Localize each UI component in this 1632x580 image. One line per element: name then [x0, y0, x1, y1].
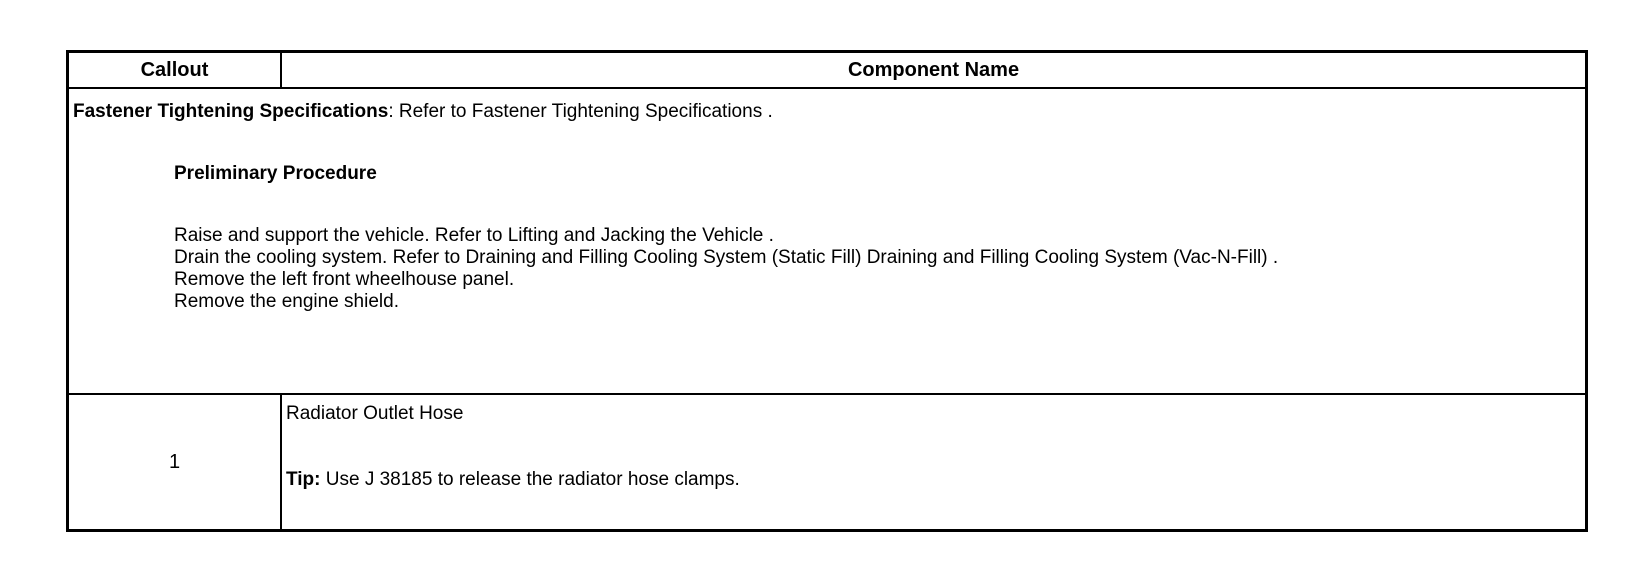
component-name-header: Component Name: [281, 52, 1587, 89]
specs-cell: [68, 88, 1587, 394]
tip-text: Use J 38185 to release the radiator hose clamps.: [320, 469, 740, 490]
component-cell: [281, 394, 1587, 531]
fastener-specs-label: Fastener Tightening Specifications: [73, 101, 389, 122]
component-table: [66, 50, 1588, 532]
preliminary-step: Remove the left front wheelhouse panel.: [174, 269, 515, 290]
table-header-row: [68, 52, 1587, 89]
component-name: Radiator Outlet Hose: [286, 403, 464, 424]
preliminary-step: Remove the engine shield.: [174, 291, 399, 312]
component-tip: [286, 469, 740, 491]
preliminary-row: [68, 88, 1587, 394]
preliminary-procedure-title: Preliminary Procedure: [174, 163, 377, 184]
table-row: [68, 394, 1587, 531]
fastener-specs-text: : Refer to Fastener Tightening Specifications .: [388, 101, 773, 122]
fastener-specs-line: [73, 101, 773, 123]
tip-label: Tip:: [286, 469, 321, 490]
preliminary-step: Raise and support the vehicle. Refer to Lifting and Jacking the Vehicle .: [174, 225, 774, 246]
callout-header: Callout: [68, 52, 282, 89]
preliminary-steps: [174, 225, 1563, 313]
callout-number: 1: [68, 394, 282, 531]
preliminary-step: Drain the cooling system. Refer to Draining and Filling Cooling System (Static Fill) Draining and Filling Cooling System (Vac-N-Fill) .: [174, 247, 1279, 268]
